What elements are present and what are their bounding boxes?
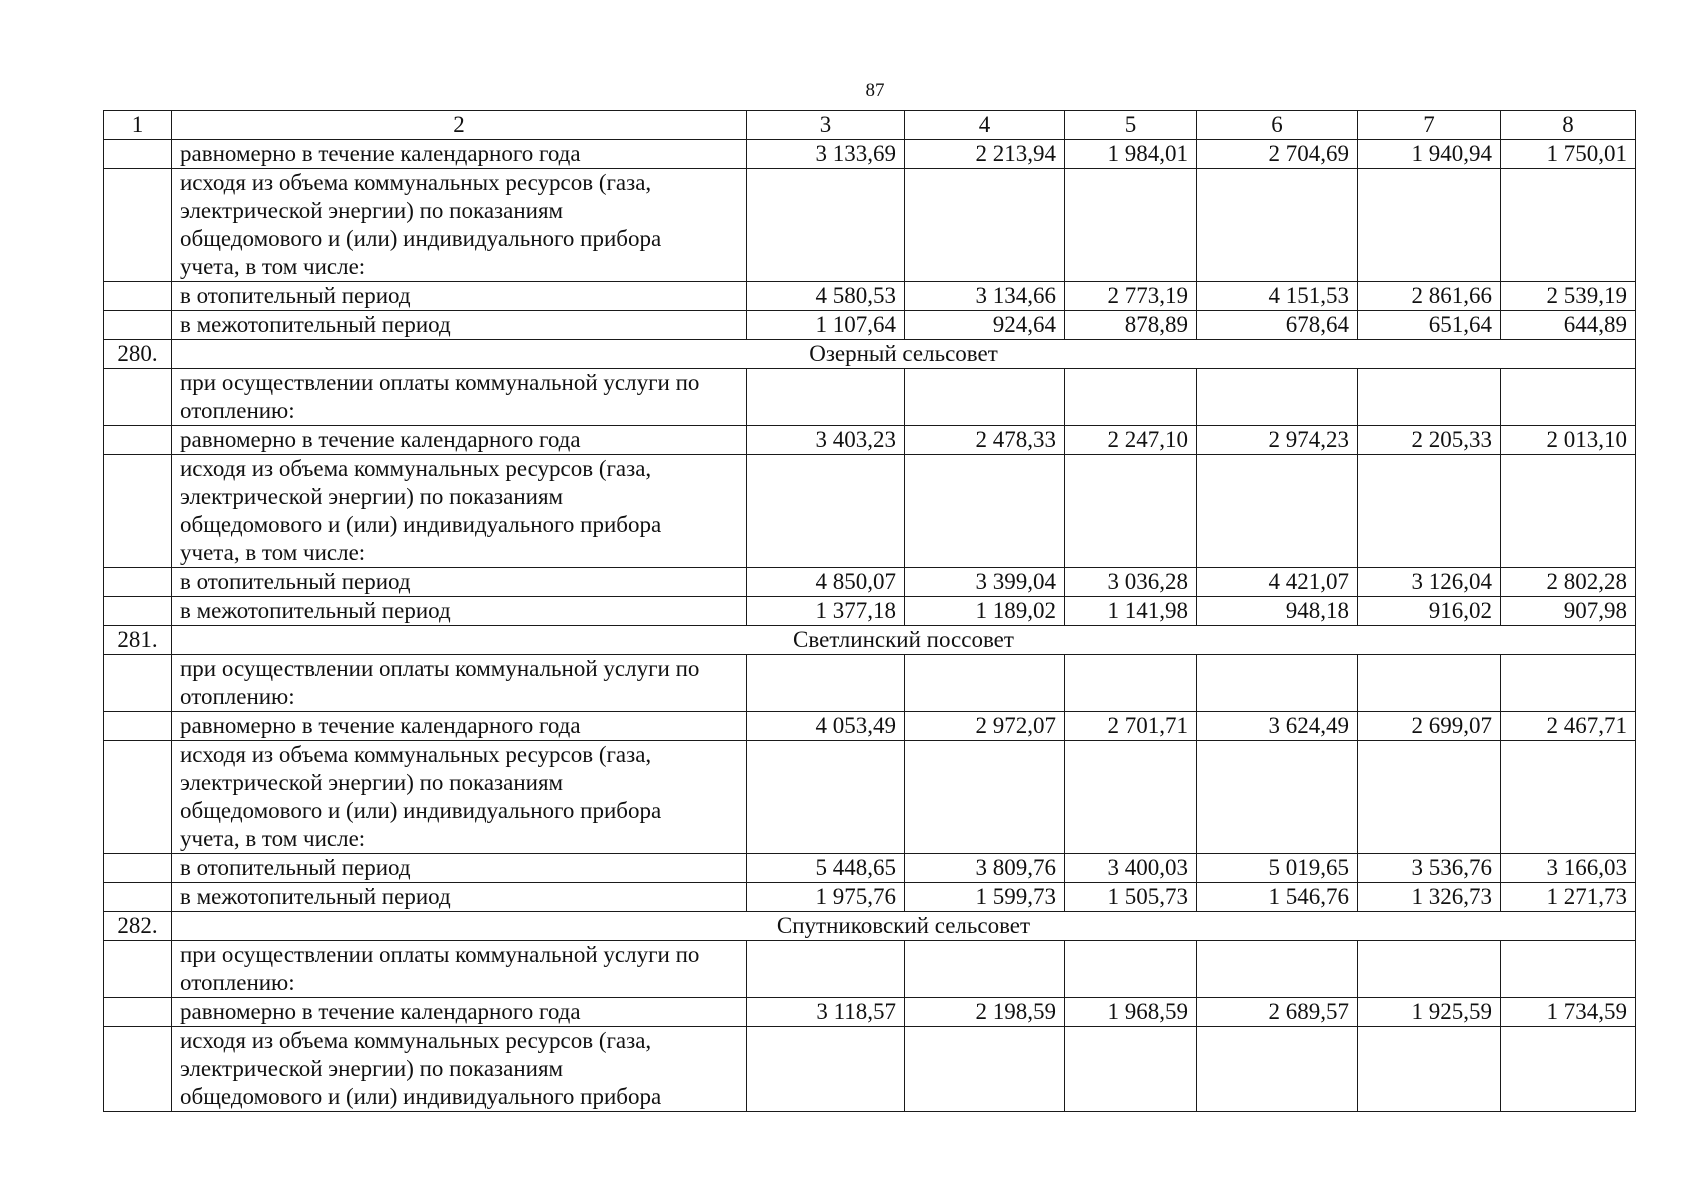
value-cell: 2 013,10 [1501, 426, 1636, 455]
value-cell: 2 701,71 [1065, 712, 1197, 741]
value-cell: 3 036,28 [1065, 568, 1197, 597]
value-cell: 1 107,64 [747, 311, 905, 340]
row-description: равномерно в течение календарного года [172, 712, 747, 741]
row-number [104, 369, 172, 426]
value-cell: 3 400,03 [1065, 854, 1197, 883]
empty-cell [905, 1027, 1065, 1112]
row-number [104, 568, 172, 597]
section-title: Озерный сельсовет [172, 340, 1636, 369]
value-cell: 644,89 [1501, 311, 1636, 340]
header-cell: 1 [104, 111, 172, 140]
empty-cell [747, 941, 905, 998]
row-description: в отопительный период [172, 282, 747, 311]
row-description: равномерно в течение календарного года [172, 140, 747, 169]
section-title: Светлинский поссовет [172, 626, 1636, 655]
value-cell: 1 975,76 [747, 883, 905, 912]
empty-cell [747, 169, 905, 282]
table-row [104, 311, 1636, 340]
header-cell: 4 [905, 111, 1065, 140]
section-row [104, 626, 1636, 655]
empty-cell [1197, 1027, 1358, 1112]
value-cell: 2 704,69 [1197, 140, 1358, 169]
value-cell: 948,18 [1197, 597, 1358, 626]
empty-cell [1065, 1027, 1197, 1112]
empty-cell [1197, 169, 1358, 282]
header-cell: 8 [1501, 111, 1636, 140]
table-row [104, 883, 1636, 912]
description-row [104, 741, 1636, 854]
value-cell: 2 802,28 [1501, 568, 1636, 597]
value-cell: 4 850,07 [747, 568, 905, 597]
header-cell: 5 [1065, 111, 1197, 140]
row-number [104, 741, 172, 854]
value-cell: 3 809,76 [905, 854, 1065, 883]
value-cell: 916,02 [1358, 597, 1501, 626]
row-number [104, 1027, 172, 1112]
row-number [104, 941, 172, 998]
empty-cell [1358, 655, 1501, 712]
section-title: Спутниковский сельсовет [172, 912, 1636, 941]
row-description: при осуществлении оплаты коммунальной услуги по отоплению: [172, 941, 747, 998]
value-cell: 907,98 [1501, 597, 1636, 626]
row-number [104, 455, 172, 568]
tariff-table [103, 110, 1636, 1112]
empty-cell [1197, 741, 1358, 854]
empty-cell [905, 741, 1065, 854]
header-cell: 3 [747, 111, 905, 140]
row-description: в отопительный период [172, 568, 747, 597]
value-cell: 3 126,04 [1358, 568, 1501, 597]
row-number: 281. [104, 626, 172, 655]
empty-cell [1501, 655, 1636, 712]
empty-cell [1501, 369, 1636, 426]
row-number: 280. [104, 340, 172, 369]
empty-cell [1358, 741, 1501, 854]
description-row [104, 1027, 1636, 1112]
value-cell: 3 403,23 [747, 426, 905, 455]
row-number [104, 169, 172, 282]
value-cell: 2 478,33 [905, 426, 1065, 455]
row-number [104, 282, 172, 311]
empty-cell [1065, 455, 1197, 568]
value-cell: 3 399,04 [905, 568, 1065, 597]
value-cell: 1 271,73 [1501, 883, 1636, 912]
header-cell: 6 [1197, 111, 1358, 140]
empty-cell [1065, 369, 1197, 426]
section-row [104, 340, 1636, 369]
page-number: 87 [865, 80, 885, 101]
value-cell: 3 118,57 [747, 998, 905, 1027]
row-number [104, 712, 172, 741]
value-cell: 678,64 [1197, 311, 1358, 340]
value-cell: 2 213,94 [905, 140, 1065, 169]
table-row [104, 597, 1636, 626]
value-cell: 3 134,66 [905, 282, 1065, 311]
table-row [104, 426, 1636, 455]
value-cell: 1 984,01 [1065, 140, 1197, 169]
table-row [104, 854, 1636, 883]
empty-cell [747, 369, 905, 426]
row-description: при осуществлении оплаты коммунальной услуги по отоплению: [172, 369, 747, 426]
value-cell: 1 940,94 [1358, 140, 1501, 169]
description-row [104, 169, 1636, 282]
value-cell: 924,64 [905, 311, 1065, 340]
value-cell: 4 580,53 [747, 282, 905, 311]
empty-cell [1501, 455, 1636, 568]
row-description: равномерно в течение календарного года [172, 426, 747, 455]
empty-cell [1065, 941, 1197, 998]
empty-cell [905, 655, 1065, 712]
value-cell: 1 734,59 [1501, 998, 1636, 1027]
table-row [104, 998, 1636, 1027]
empty-cell [1358, 1027, 1501, 1112]
value-cell: 878,89 [1065, 311, 1197, 340]
empty-cell [747, 1027, 905, 1112]
row-description: исходя из объема коммунальных ресурсов (газа, электрической энергии) по показаниям общедомового и (или) индивидуального прибора учета, в том числе: [172, 169, 747, 282]
section-row [104, 912, 1636, 941]
value-cell: 2 539,19 [1501, 282, 1636, 311]
empty-cell [1501, 1027, 1636, 1112]
row-description: при осуществлении оплаты коммунальной услуги по отоплению: [172, 655, 747, 712]
value-cell: 1 968,59 [1065, 998, 1197, 1027]
value-cell: 4 421,07 [1197, 568, 1358, 597]
empty-cell [1197, 455, 1358, 568]
empty-cell [1065, 655, 1197, 712]
empty-cell [1197, 941, 1358, 998]
value-cell: 3 166,03 [1501, 854, 1636, 883]
row-number [104, 998, 172, 1027]
empty-cell [1358, 941, 1501, 998]
empty-cell [1358, 455, 1501, 568]
value-cell: 1 925,59 [1358, 998, 1501, 1027]
value-cell: 2 773,19 [1065, 282, 1197, 311]
row-number [104, 854, 172, 883]
empty-cell [747, 655, 905, 712]
empty-cell [1358, 169, 1501, 282]
description-row [104, 455, 1636, 568]
empty-cell [1501, 941, 1636, 998]
row-description: в межотопительный период [172, 597, 747, 626]
header-cell: 2 [172, 111, 747, 140]
value-cell: 651,64 [1358, 311, 1501, 340]
value-cell: 2 205,33 [1358, 426, 1501, 455]
description-row [104, 655, 1636, 712]
row-number [104, 311, 172, 340]
value-cell: 2 974,23 [1197, 426, 1358, 455]
row-number [104, 883, 172, 912]
value-cell: 5 448,65 [747, 854, 905, 883]
empty-cell [747, 741, 905, 854]
empty-cell [1501, 169, 1636, 282]
row-description: в отопительный период [172, 854, 747, 883]
value-cell: 2 247,10 [1065, 426, 1197, 455]
empty-cell [905, 169, 1065, 282]
empty-cell [747, 455, 905, 568]
value-cell: 2 689,57 [1197, 998, 1358, 1027]
value-cell: 3 624,49 [1197, 712, 1358, 741]
table-row [104, 712, 1636, 741]
table-row [104, 140, 1636, 169]
value-cell: 3 133,69 [747, 140, 905, 169]
empty-cell [1197, 369, 1358, 426]
value-cell: 2 198,59 [905, 998, 1065, 1027]
row-description: равномерно в течение календарного года [172, 998, 747, 1027]
row-number [104, 655, 172, 712]
value-cell: 3 536,76 [1358, 854, 1501, 883]
row-description: в межотопительный период [172, 883, 747, 912]
table-row [104, 282, 1636, 311]
value-cell: 1 546,76 [1197, 883, 1358, 912]
value-cell: 1 750,01 [1501, 140, 1636, 169]
value-cell: 2 861,66 [1358, 282, 1501, 311]
row-number [104, 140, 172, 169]
value-cell: 1 599,73 [905, 883, 1065, 912]
row-number [104, 597, 172, 626]
empty-cell [1065, 741, 1197, 854]
value-cell: 2 699,07 [1358, 712, 1501, 741]
header-cell: 7 [1358, 111, 1501, 140]
empty-cell [1501, 741, 1636, 854]
value-cell: 1 326,73 [1358, 883, 1501, 912]
value-cell: 1 189,02 [905, 597, 1065, 626]
value-cell: 1 505,73 [1065, 883, 1197, 912]
empty-cell [905, 941, 1065, 998]
description-row [104, 941, 1636, 998]
value-cell: 4 053,49 [747, 712, 905, 741]
empty-cell [1197, 655, 1358, 712]
row-number: 282. [104, 912, 172, 941]
value-cell: 1 377,18 [747, 597, 905, 626]
table-body [104, 111, 1636, 1112]
row-number [104, 426, 172, 455]
value-cell: 2 972,07 [905, 712, 1065, 741]
empty-cell [1358, 369, 1501, 426]
empty-cell [905, 455, 1065, 568]
empty-cell [1065, 169, 1197, 282]
value-cell: 2 467,71 [1501, 712, 1636, 741]
row-description: исходя из объема коммунальных ресурсов (газа, электрической энергии) по показаниям общедомового и (или) индивидуального прибора [172, 1027, 747, 1112]
empty-cell [905, 369, 1065, 426]
value-cell: 4 151,53 [1197, 282, 1358, 311]
description-row [104, 369, 1636, 426]
table-row [104, 568, 1636, 597]
value-cell: 1 141,98 [1065, 597, 1197, 626]
header-row [104, 111, 1636, 140]
row-description: исходя из объема коммунальных ресурсов (газа, электрической энергии) по показаниям общедомового и (или) индивидуального прибора учета, в том числе: [172, 455, 747, 568]
row-description: в межотопительный период [172, 311, 747, 340]
value-cell: 5 019,65 [1197, 854, 1358, 883]
row-description: исходя из объема коммунальных ресурсов (газа, электрической энергии) по показаниям общедомового и (или) индивидуального прибора учета, в том числе: [172, 741, 747, 854]
